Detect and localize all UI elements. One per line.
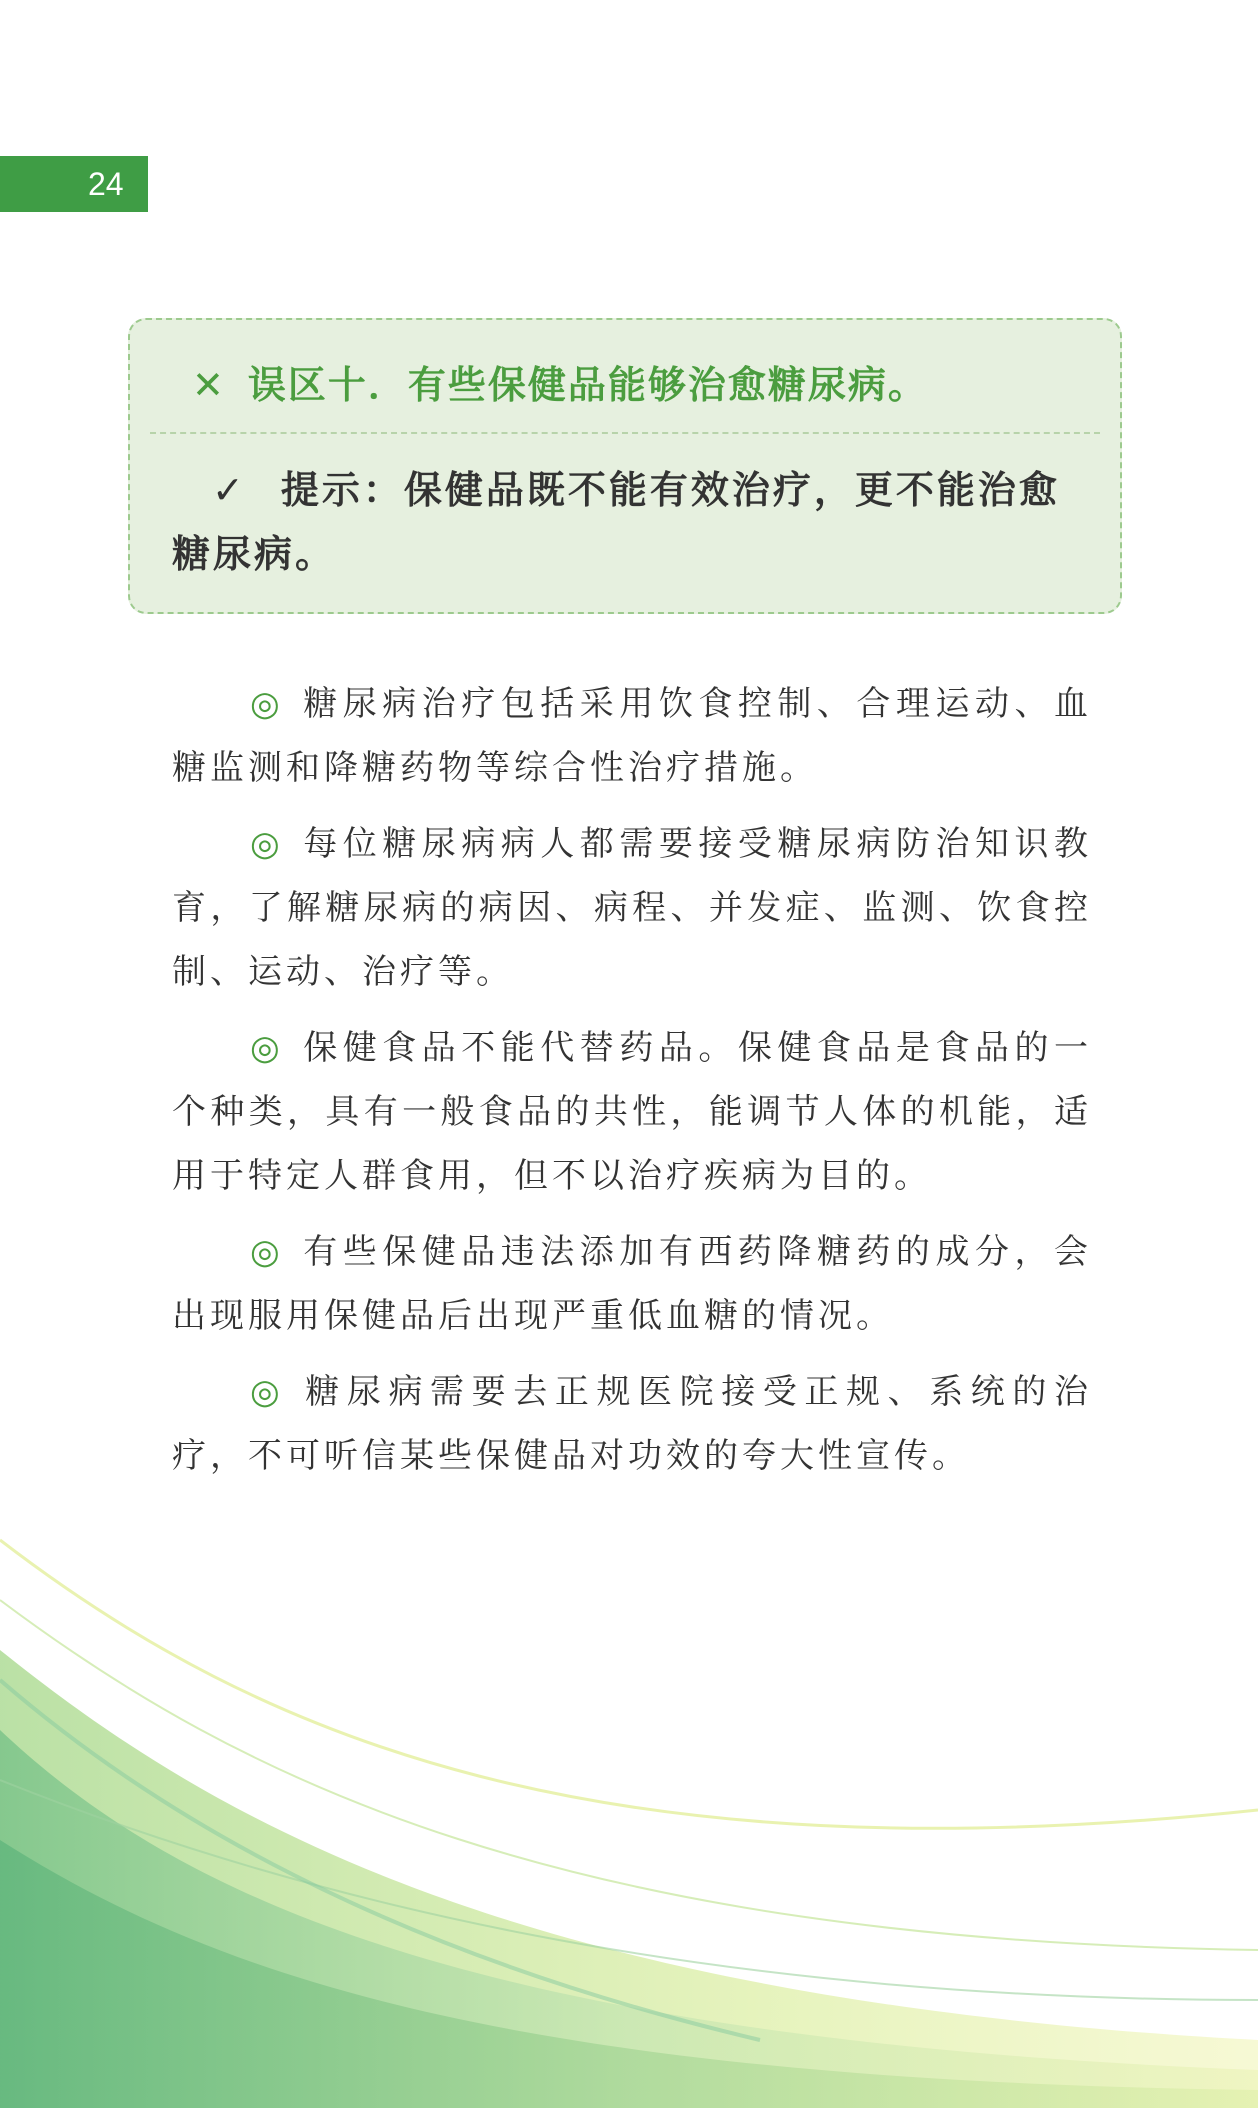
tip-block — [172, 458, 1090, 586]
page-number-tab — [0, 156, 148, 212]
paragraph-text: 糖尿病治疗包括采用饮食控制、合理运动、血糖监测和降糖药物等综合性治疗措施。 — [172, 684, 1092, 788]
paragraph — [172, 1360, 1092, 1488]
page-number: 24 — [88, 166, 124, 202]
paragraph — [172, 1016, 1092, 1208]
paragraph — [172, 1220, 1092, 1348]
body-paragraphs — [172, 672, 1092, 1500]
double-circle-bullet-icon: ◎ — [250, 1372, 284, 1412]
tip-text: 提示：保健品既不能有效治疗，更不能治愈糖尿病。 — [172, 468, 1060, 576]
paragraph-text: 每位糖尿病病人都需要接受糖尿病防治知识教育，了解糖尿病的病因、病程、并发症、监测、饮食控制、运动、治疗等。 — [172, 824, 1092, 992]
myth-title-text: 误区十．有些保健品能够治愈糖尿病。 — [247, 363, 928, 407]
decorative-wave-background — [0, 1480, 1258, 2108]
double-circle-bullet-icon: ◎ — [250, 1232, 284, 1272]
paragraph — [172, 672, 1092, 800]
dashed-divider — [150, 432, 1100, 434]
myth-box — [128, 318, 1122, 614]
paragraph-text: 糖尿病需要去正规医院接受正规、系统的治疗，不可听信某些保健品对功效的夸大性宣传。 — [172, 1372, 1092, 1476]
double-circle-bullet-icon: ◎ — [250, 684, 284, 724]
double-circle-bullet-icon: ◎ — [250, 824, 284, 864]
cross-icon: ✕ — [192, 363, 226, 407]
paragraph — [172, 812, 1092, 1004]
paragraph-text: 保健食品不能代替药品。保健食品是食品的一个种类，具有一般食品的共性，能调节人体的机能，适用于特定人群食用，但不以治疗疾病为目的。 — [172, 1028, 1092, 1196]
paragraph-text: 有些保健品违法添加有西药降糖药的成分，会出现服用保健品后出现严重低血糖的情况。 — [172, 1232, 1092, 1336]
myth-heading — [192, 354, 1092, 409]
double-circle-bullet-icon: ◎ — [250, 1028, 284, 1068]
check-icon: ✓ — [212, 468, 247, 512]
